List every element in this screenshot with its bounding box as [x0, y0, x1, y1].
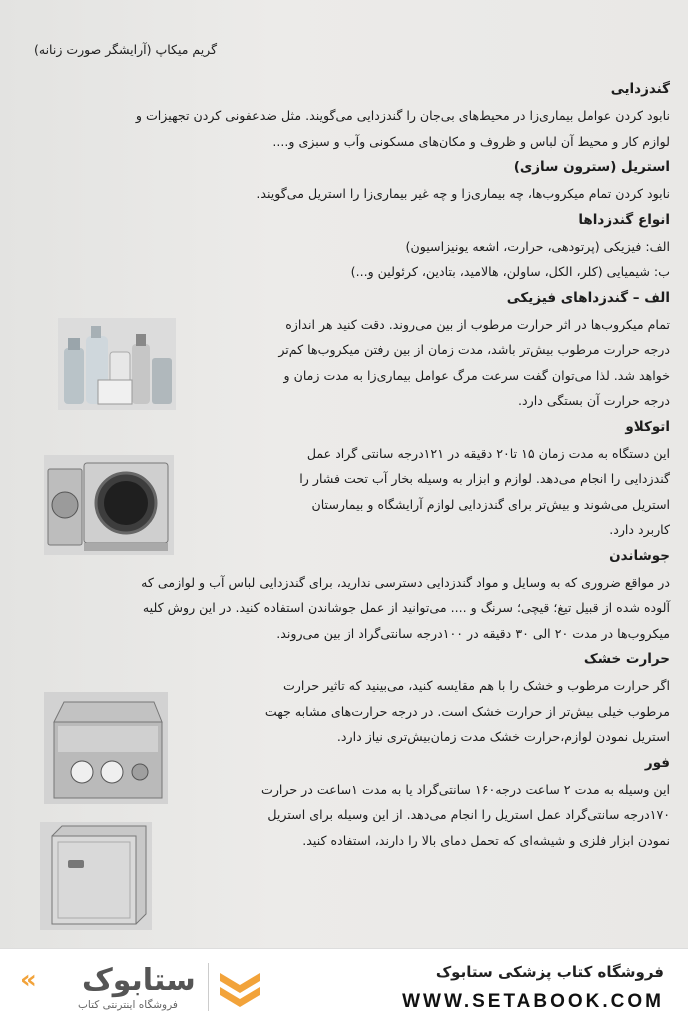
- heading-oven: فور: [644, 754, 670, 771]
- heading-physical-disinfectants: الف – گندزداهای فیزیکی: [506, 289, 670, 306]
- paragraph-line: استریل نمودن لوازم،حرارت خشک مدت زمان‌بیش‌تری نیاز دارد.: [336, 729, 670, 744]
- paragraph-line: لوازم کار و محیط آن لباس و ظروف و مکان‌های مسکونی وآب و سبزی و....: [272, 133, 670, 149]
- paragraph-line: ب: شیمیایی (کلر، الکل، ساولن، هالامید، بتادین، کرئولین و...): [350, 264, 670, 279]
- paragraph-line: این دستگاه به مدت زمان ۱۵ تا۲۰ دقیقه در ۱۲۱درجه سانتی گراد عمل: [306, 445, 670, 461]
- logo-subtitle: فروشگاه اینترنتی کتاب: [78, 999, 178, 1011]
- paragraph-line: درجه حرارت مرطوب بیش‌تر باشد، مدت زمان از بین رفتن میکروب‌ها کم‌تر: [278, 342, 670, 357]
- double-chevron-icon: «: [20, 965, 37, 995]
- paragraph-line: نابود کردن تمام میکروب‌ها، چه بیماری‌زا و چه غیر بیماری‌زا را استریل می‌گویند.: [256, 186, 670, 201]
- heading-dry-heat: حرارت خشک: [583, 651, 670, 667]
- heading-disinfection: گندزدایی: [610, 81, 670, 97]
- heading-boiling: جوشاندن: [609, 547, 670, 564]
- paragraph-line: ۱۷۰درجه سانتی‌گراد عمل استریل را انجام می‌دهد. از این وسیله برای استریل: [267, 807, 670, 822]
- paragraph-line: آلوده شده از قبیل تیغ؛ قیچی؛ سرنگ و .... می‌توانید از عمل جوشاندن استفاده کنید. در این روش کلیه: [142, 600, 670, 615]
- paragraph-line: میکروب‌ها در مدت ۲۰ الی ۳۰ دقیقه در ۱۰۰درجه سانتی‌گراد از بین می‌روند.: [276, 625, 670, 641]
- paragraph-line: کاربرد دارد.: [609, 522, 670, 537]
- heading-disinfectant-types: انواع گندزداها: [578, 211, 670, 228]
- logo-text: ستابوک: [82, 963, 196, 998]
- chevron-stack-icon: [218, 967, 262, 1013]
- paragraph-line: درجه حرارت آن بستگی دارد.: [518, 393, 670, 408]
- paragraph-line: گندزدایی را انجام می‌دهد. لوازم و ابزار به وسیله بخار آب تحت فشار را: [299, 471, 670, 486]
- running-head: گریم میکاپ (آرایشگر صورت زنانه): [34, 42, 218, 57]
- paragraph-line: نابود کردن عوامل بیماری‌زا در محیط‌های بی‌جان را گندزدایی می‌گویند. مثل ضدعفونی کردن تجهیزات و: [135, 108, 670, 123]
- paragraph-line: استریل می‌شوند و بیش‌تر برای گندزدایی لوازم آرایشگاه و بیمارستان: [311, 496, 670, 512]
- paragraph-line: الف: فیزیکی (پرتودهی، حرارت، اشعه یونیزاسیون): [405, 238, 670, 254]
- store-logo[interactable]: [20, 959, 270, 1017]
- paragraph-line: این وسیله به مدت ۲ ساعت درجه۱۶۰ سانتی‌گراد یا به مدت ۱ساعت در حرارت: [261, 781, 670, 797]
- paragraph-line: در مواقع ضروری که به وسایل و مواد گندزدایی دسترسی ندارید، برای گندزدایی لباس آب و لوازمی که: [141, 574, 670, 590]
- logo-divider: [208, 963, 209, 1011]
- paragraph-line: تمام میکروب‌ها در اثر حرارت مرطوب از بین می‌روند. دقت کنید هر اندازه: [285, 316, 670, 332]
- store-footer: [0, 948, 688, 1025]
- paragraph-line: اگر حرارت مرطوب و خشک را با هم مقایسه کنید، می‌بینید که تاثیر حرارت: [282, 678, 670, 693]
- heading-sterilization: استریل (سترون سازی): [513, 159, 670, 175]
- heading-autoclave: اتوکلاو: [625, 418, 670, 435]
- paragraph-line: مرطوب خیلی بیش‌تر از حرارت خشک است. در درجه حرارت‌های مشابه جهت: [264, 703, 670, 719]
- store-name: فروشگاه کتاب پزشکی ستابوک: [435, 963, 664, 981]
- paragraph-line: نمودن ابزار فلزی و شیشه‌ای که تحمل دمای بالا را دارند، استفاده کنید.: [302, 832, 670, 848]
- store-url-link[interactable]: WWW.SETABOOK.COM: [402, 991, 664, 1012]
- main-text: [18, 76, 670, 853]
- paragraph-line: خواهد شد. لذا می‌توان گفت سرعت مرگ عوامل بیماری‌زا به مدت زمان و: [283, 367, 670, 383]
